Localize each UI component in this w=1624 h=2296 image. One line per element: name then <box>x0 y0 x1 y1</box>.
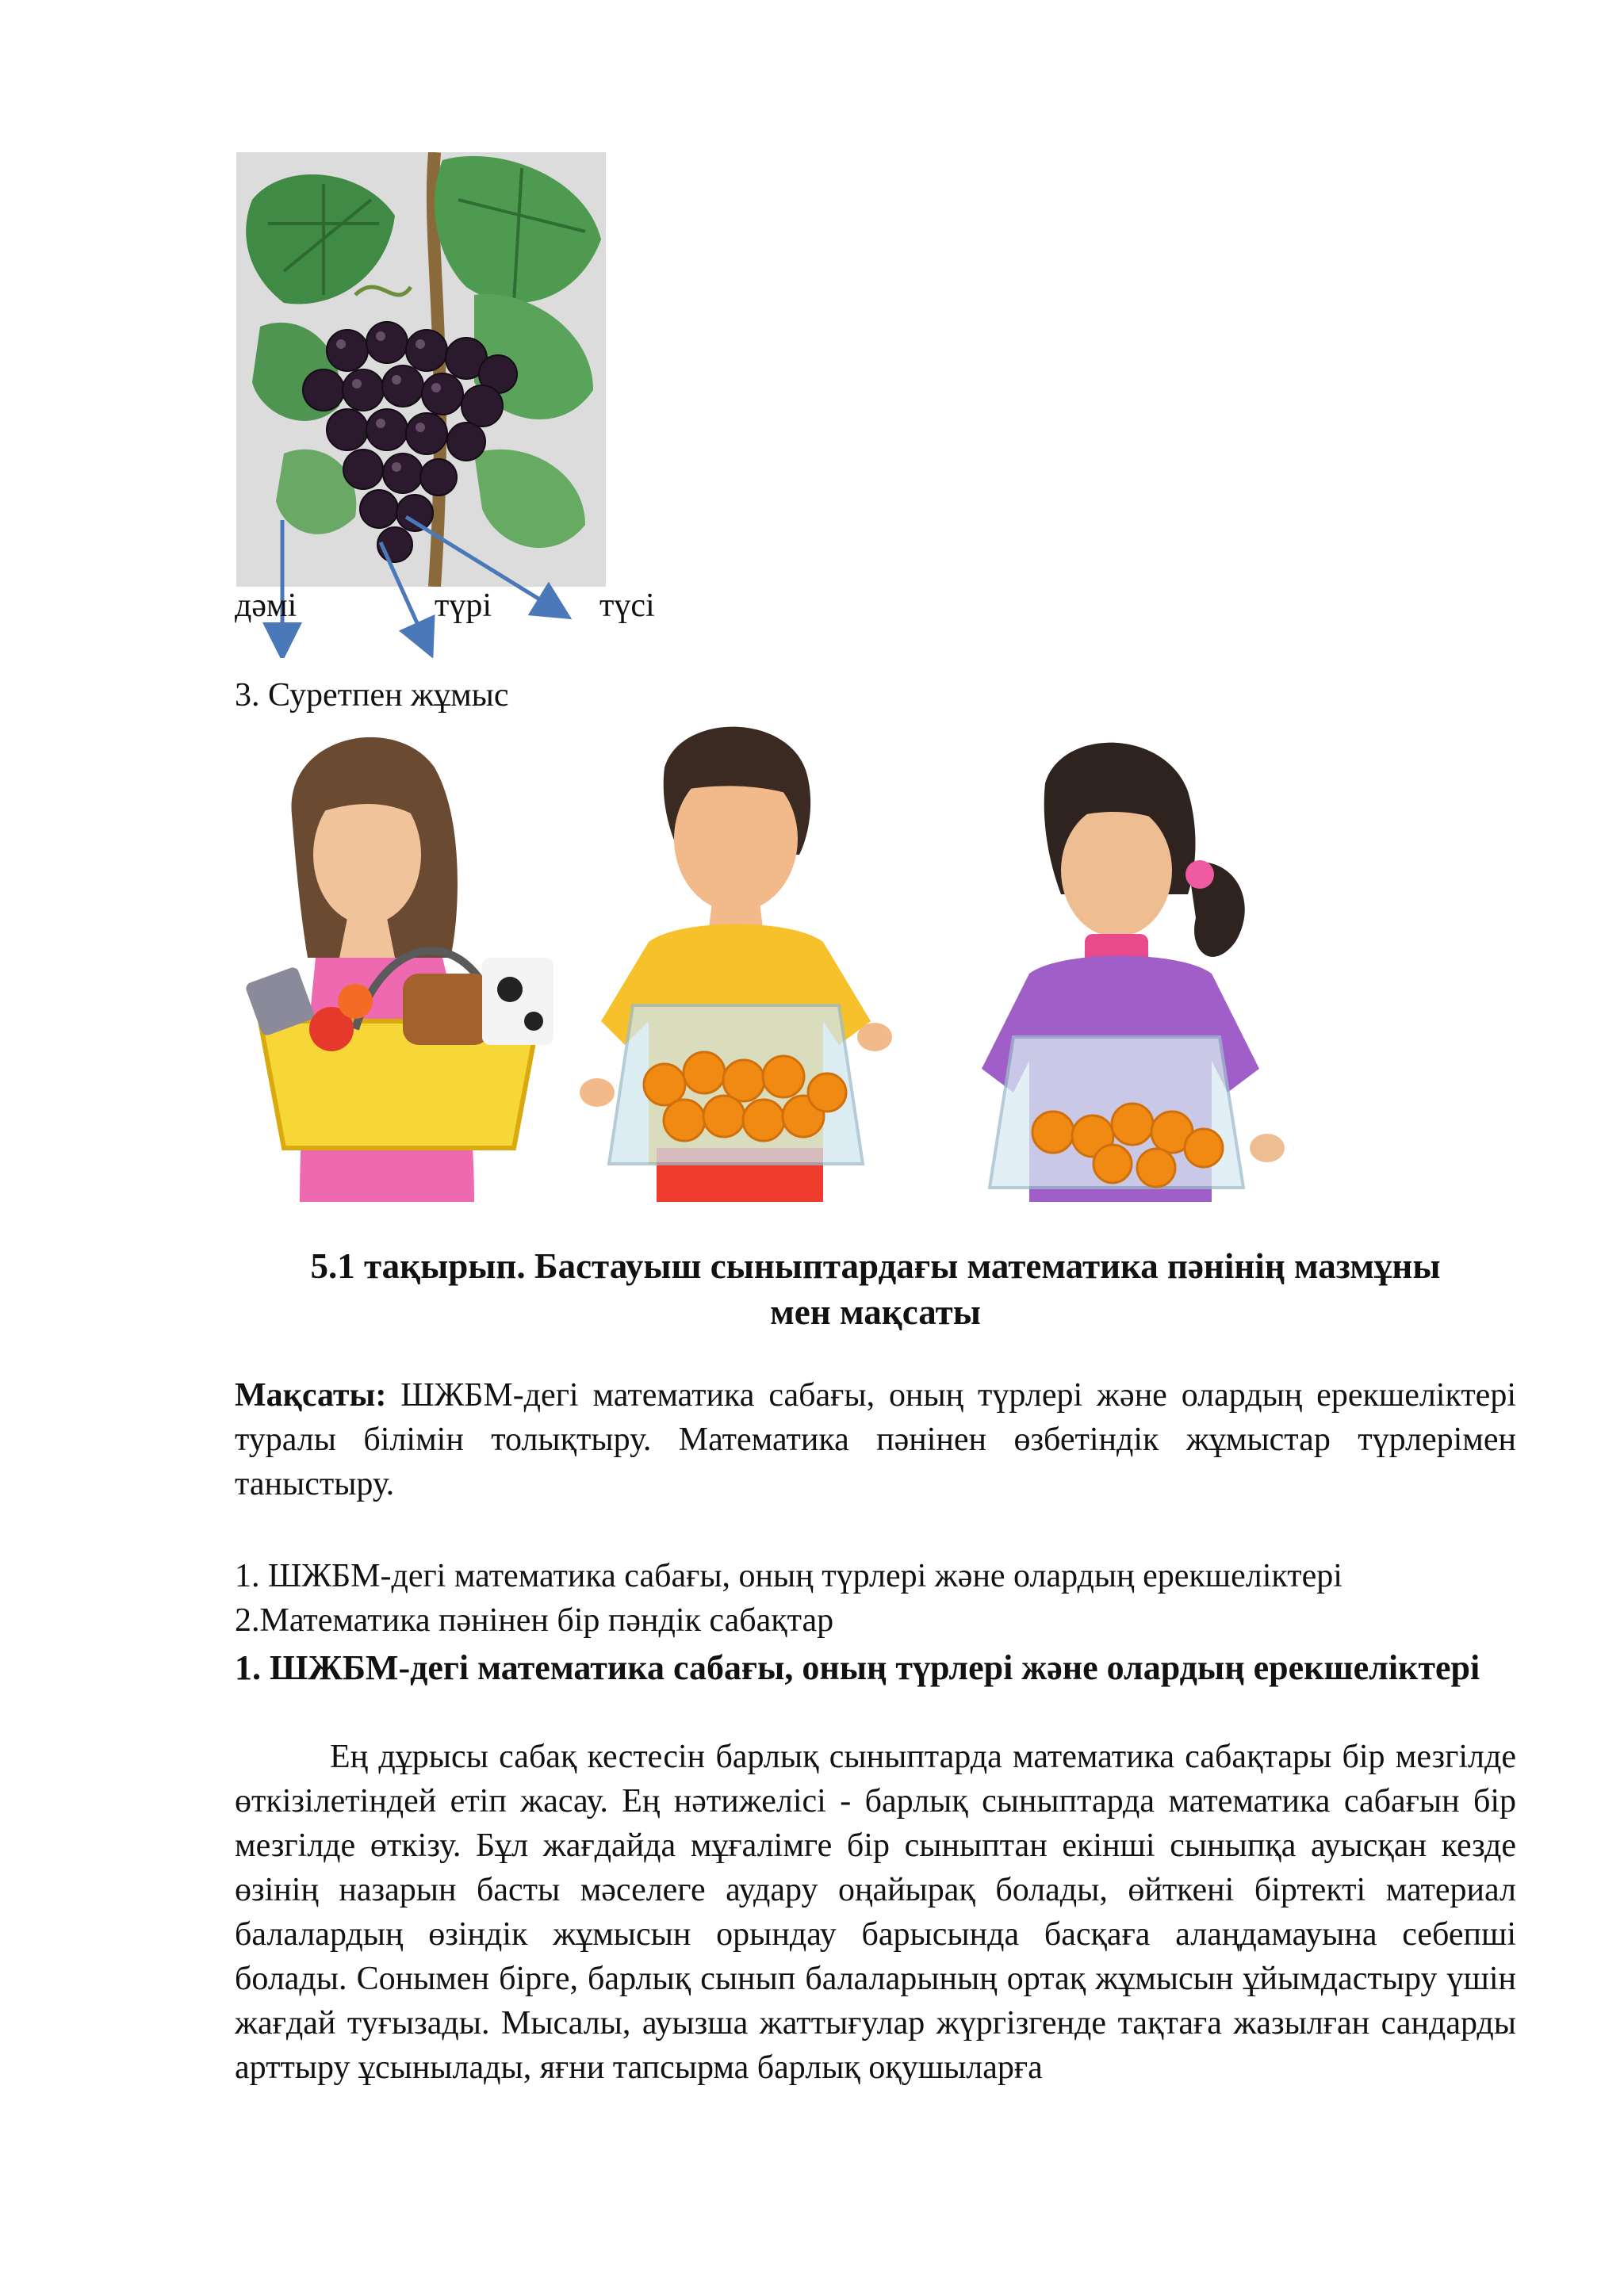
body-paragraph: Ең дұрысы сабақ кестесін барлық сыныптарда математика сабақтары бір мезгілде өткізілетіндей етіп жасау. Ең нәтижелісі - барлық сыныптарда математика сабағын бір мезгілде өткізу. Бұл жағдайда мұғалімге бір сыныптан екінші сыныпқа ауысқан кезде өзінің назарын басты мәселеге аудару оңайырақ болады, өйткені біртекті материал балалардың өзіндік жұмысын орындау барысында басқаға алаңдамауына себепші болады. Сонымен бірге, барлық сынып балаларының ортақ жұмысын ұйымдастыру үшін жағдай туғызады. Мысалы, ауызша жаттығулар жүргізгенде тақтаға жазылған сандарды арттыру ұсынылады, яғни тапсырма барлық оқушыларға <box>235 1739 1516 2086</box>
label-kind: түрі <box>435 587 492 624</box>
section-title-line2: мен мақсаты <box>770 1292 981 1332</box>
section-title <box>235 1243 1516 1335</box>
goal-paragraph <box>235 1373 1516 1506</box>
outline-item-1: 1. ШЖБМ-дегі математика сабағы, оның түрлері және олардың ерекшеліктері <box>235 1558 1342 1594</box>
picture-work-caption: 3. Суретпен жұмыс <box>235 677 509 714</box>
outline-item-2: 2.Математика пәнінен бір пәндік сабақтар <box>235 1602 834 1639</box>
label-taste: дәмі <box>235 587 297 624</box>
subheading: 1. ШЖБМ-дегі математика сабағы, оның түрлері және олардың ерекшеліктері <box>235 1648 1480 1687</box>
label-color: түсі <box>599 587 655 624</box>
goal-label: Мақсаты: <box>235 1377 387 1414</box>
section-title-line1: 5.1 тақырып. Бастауыш сыныптардағы математика пәнінің мазмұны <box>310 1246 1441 1286</box>
grape-arrows <box>222 507 603 658</box>
children-illustration <box>236 720 1342 1202</box>
goal-text: ШЖБМ-дегі математика сабағы, оның түрлері және олардың ерекшеліктері туралы білімін толықтыру. Математика пәнінен өзбетіндік жұмыстар түрлерімен таныстыру. <box>235 1377 1516 1502</box>
